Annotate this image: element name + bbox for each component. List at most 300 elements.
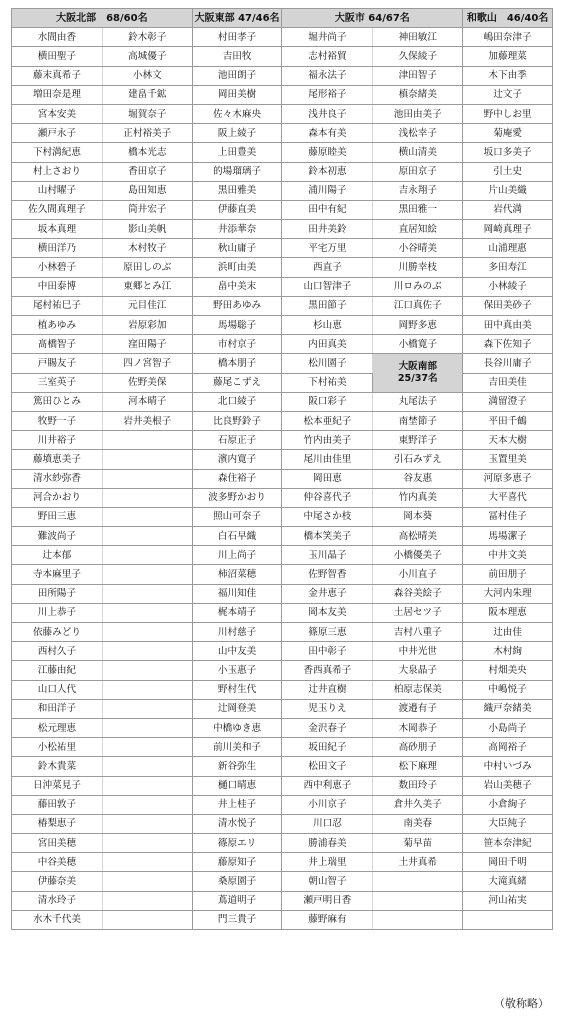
table-row	[12, 584, 553, 603]
name-cell-osaka-north-a: 山口人代	[12, 680, 103, 699]
table-row	[12, 239, 553, 258]
table-row	[12, 392, 553, 411]
name-cell-osaka-city-b: 直居知絵	[373, 220, 463, 239]
table-row	[12, 814, 553, 833]
name-cell-osaka-east: 阪上綾子	[192, 124, 282, 143]
name-cell-osaka-north-b	[102, 795, 192, 814]
name-cell-osaka-north-b: 窪田陽子	[102, 335, 192, 354]
name-cell-osaka-city-a: 田中彰子	[282, 642, 373, 661]
name-cell-osaka-city-a: 松田文子	[282, 757, 373, 776]
table-row	[12, 910, 553, 929]
name-cell-osaka-north-b	[102, 814, 192, 833]
name-cell-osaka-city-a: 橋本笑美子	[282, 527, 373, 546]
table-row	[12, 354, 553, 373]
name-cell-osaka-north-b	[102, 661, 192, 680]
name-cell-wakayama: 小林綾子	[463, 277, 553, 296]
name-cell-osaka-city-b: 横山清美	[373, 143, 463, 162]
name-cell-osaka-city-b: 高砂朋子	[373, 738, 463, 757]
name-cell-osaka-city-a: 勝浦春美	[282, 834, 373, 853]
name-cell-osaka-city-b: 中井光世	[373, 642, 463, 661]
name-cell-osaka-city-b: 谷友惠	[373, 469, 463, 488]
name-cell-osaka-city-a: 坂田紀子	[282, 738, 373, 757]
name-cell-osaka-city-a: 西中利恵子	[282, 776, 373, 795]
name-cell-osaka-east: 中橋ゆき恵	[192, 718, 282, 737]
table-row	[12, 162, 553, 181]
name-cell-osaka-north-a: 寺本麻里子	[12, 565, 103, 584]
name-cell-osaka-east: 橋本朋子	[192, 354, 282, 373]
name-cell-osaka-north-a: 松元理恵	[12, 718, 103, 737]
table-row	[12, 431, 553, 450]
subheader-osaka-south	[373, 354, 463, 392]
name-cell-wakayama: 加藤理菜	[463, 47, 553, 66]
name-cell-wakayama: 河山祐実	[463, 891, 553, 910]
name-cell-wakayama: 天本大樹	[463, 431, 553, 450]
name-cell-osaka-city-b: 吉永翔子	[373, 181, 463, 200]
name-cell-osaka-north-a: 辻本郁	[12, 546, 103, 565]
name-cell-osaka-city-a: 岡本友美	[282, 603, 373, 622]
table-row	[12, 488, 553, 507]
name-cell-osaka-north-b: 高城優子	[102, 47, 192, 66]
name-cell-wakayama: 坂口多美子	[463, 143, 553, 162]
name-cell-osaka-north-a: 藤田敦子	[12, 795, 103, 814]
name-cell-osaka-east: 濱内寛子	[192, 450, 282, 469]
name-cell-osaka-north-a: 横田聖子	[12, 47, 103, 66]
name-cell-osaka-east: 秋山庸子	[192, 239, 282, 258]
region-header-row	[12, 9, 553, 28]
name-cell-osaka-city-a: 浦川陽子	[282, 181, 373, 200]
name-cell-osaka-east: 新谷弥生	[192, 757, 282, 776]
name-cell-osaka-city-a: 森本有美	[282, 124, 373, 143]
name-cell-wakayama: 小倉絢子	[463, 795, 553, 814]
table-row	[12, 143, 553, 162]
name-cell-osaka-city-a: 黒田節子	[282, 296, 373, 315]
name-cell-osaka-city-b: 引石みずえ	[373, 450, 463, 469]
name-cell-osaka-city-a: 尾形裕子	[282, 85, 373, 104]
name-cell-osaka-east: 藤原知子	[192, 853, 282, 872]
table-row	[12, 642, 553, 661]
name-cell-osaka-east: 井添華奈	[192, 220, 282, 239]
name-cell-osaka-city-a: 浅井良子	[282, 104, 373, 123]
table-row	[12, 738, 553, 757]
name-cell-osaka-north-a: 難波尚子	[12, 527, 103, 546]
name-cell-osaka-city-b: 小川直子	[373, 565, 463, 584]
name-cell-osaka-north-b: 元目佳江	[102, 296, 192, 315]
name-cell-osaka-city-b: 柏原志保美	[373, 680, 463, 699]
name-cell-osaka-east: 川上尚子	[192, 546, 282, 565]
name-cell-osaka-city-b: 高松晴美	[373, 527, 463, 546]
name-cell-osaka-north-b: 小林文	[102, 66, 192, 85]
name-cell-wakayama: 辻文子	[463, 85, 553, 104]
name-cell-wakayama: 大平喜代	[463, 488, 553, 507]
name-cell-osaka-north-b	[102, 834, 192, 853]
name-cell-osaka-east: 蔦道明子	[192, 891, 282, 910]
name-cell-osaka-city-a: 香西真希子	[282, 661, 373, 680]
name-cell-osaka-city-a: 竹内由美子	[282, 431, 373, 450]
table-row	[12, 181, 553, 200]
name-cell-osaka-east: 梶本靖子	[192, 603, 282, 622]
table-row	[12, 795, 553, 814]
name-cell-osaka-north-b: 正村裕美子	[102, 124, 192, 143]
name-cell-osaka-north-b	[102, 565, 192, 584]
table-row	[12, 699, 553, 718]
name-cell-osaka-east: 川村慈子	[192, 623, 282, 642]
table-row	[12, 28, 553, 47]
name-cell-osaka-north-b: 四ノ宮智子	[102, 354, 192, 373]
name-cell-osaka-north-a: 宮本安美	[12, 104, 103, 123]
name-cell-osaka-north-a: 藤墳恵美子	[12, 450, 103, 469]
name-cell-osaka-north-b	[102, 776, 192, 795]
table-row	[12, 891, 553, 910]
honorific-note: （敬称略）	[494, 997, 549, 1010]
name-cell-osaka-north-a: 牧野一子	[12, 411, 103, 430]
name-cell-osaka-north-b	[102, 699, 192, 718]
name-cell-wakayama: 片山美織	[463, 181, 553, 200]
name-cell-osaka-north-b	[102, 507, 192, 526]
name-cell-osaka-east: 佐々木麻央	[192, 104, 282, 123]
name-cell-osaka-city-b: 南埜節子	[373, 411, 463, 430]
name-cell-osaka-north-b	[102, 891, 192, 910]
name-cell-osaka-north-a: 瀬戸永子	[12, 124, 103, 143]
name-cell-wakayama: 笹本奈津紀	[463, 834, 553, 853]
name-cell-osaka-city-a: 仲谷喜代子	[282, 488, 373, 507]
name-cell-osaka-north-a: 藤末真希子	[12, 66, 103, 85]
name-cell-osaka-east: 黒田雅美	[192, 181, 282, 200]
name-cell-osaka-north-a: 佐久間真理子	[12, 200, 103, 219]
name-cell-osaka-city-a: 杉山恵	[282, 316, 373, 335]
name-cell-wakayama: 吉田美佳	[463, 373, 553, 392]
name-cell-wakayama: 冨村佳子	[463, 507, 553, 526]
table-row	[12, 718, 553, 737]
name-cell-osaka-east: 浜町由美	[192, 258, 282, 277]
name-cell-osaka-city-b: 大泉晶子	[373, 661, 463, 680]
name-cell-osaka-north-b	[102, 450, 192, 469]
table-row	[12, 335, 553, 354]
name-cell-osaka-north-a: 河合かおり	[12, 488, 103, 507]
name-cell-osaka-city-b: 南美春	[373, 814, 463, 833]
name-cell-osaka-city-b: 木岡恭子	[373, 718, 463, 737]
name-cell-wakayama: 木下由季	[463, 66, 553, 85]
name-cell-osaka-north-b	[102, 603, 192, 622]
name-cell-osaka-city-a: 辻井直樹	[282, 680, 373, 699]
name-cell-osaka-east: 藤尾こずえ	[192, 373, 282, 392]
name-cell-wakayama: 辻由佳	[463, 623, 553, 642]
table-row	[12, 411, 553, 430]
name-cell-osaka-north-b	[102, 718, 192, 737]
roster-body	[12, 28, 553, 930]
table-row	[12, 565, 553, 584]
name-cell-osaka-north-a: 篤田ひとみ	[12, 392, 103, 411]
name-cell-osaka-east: 樋口晴恵	[192, 776, 282, 795]
table-row	[12, 450, 553, 469]
name-cell-osaka-city-b: 小谷晴美	[373, 239, 463, 258]
name-cell-osaka-city-a: 田中有紀	[282, 200, 373, 219]
table-row	[12, 623, 553, 642]
name-cell-osaka-east: 白石早織	[192, 527, 282, 546]
name-cell-osaka-city-b: 岡本葵	[373, 507, 463, 526]
name-cell-wakayama: 田中真由美	[463, 316, 553, 335]
name-cell-osaka-city-a: 西直子	[282, 258, 373, 277]
name-cell-osaka-east: 村田孝子	[192, 28, 282, 47]
name-cell-osaka-city-a: 阪口彩子	[282, 392, 373, 411]
name-cell-wakayama: 大臣純子	[463, 814, 553, 833]
name-cell-wakayama: 前田朋子	[463, 565, 553, 584]
header-osaka-city: 大阪市 64/67名	[282, 9, 463, 28]
roster-sheet	[11, 8, 553, 930]
name-cell-osaka-city-a: 佐野智香	[282, 565, 373, 584]
name-cell-osaka-east: 吉田牧	[192, 47, 282, 66]
name-cell-osaka-north-a: 西村久子	[12, 642, 103, 661]
table-row	[12, 47, 553, 66]
name-cell-osaka-north-b: 筒井宏子	[102, 200, 192, 219]
name-cell-osaka-north-b	[102, 872, 192, 891]
name-cell-osaka-city-b: 浅松幸子	[373, 124, 463, 143]
name-cell-wakayama: 岡田千明	[463, 853, 553, 872]
name-cell-osaka-north-b: 東郷とみ江	[102, 277, 192, 296]
name-cell-osaka-city-b: 菊早苗	[373, 834, 463, 853]
name-cell-osaka-east: 上田豊美	[192, 143, 282, 162]
name-cell-osaka-city-a: 朝山智子	[282, 872, 373, 891]
name-cell-osaka-north-a: 水間由香	[12, 28, 103, 47]
table-row	[12, 834, 553, 853]
name-cell-osaka-north-b	[102, 738, 192, 757]
header-osaka-east: 大阪東部 47/46名	[192, 9, 282, 28]
name-cell-osaka-east: 清水悦子	[192, 814, 282, 833]
name-cell-wakayama: 阪本理恵	[463, 603, 553, 622]
name-cell-osaka-north-b	[102, 623, 192, 642]
name-cell-wakayama: 大河内朱理	[463, 584, 553, 603]
name-cell-osaka-east: 市村京子	[192, 335, 282, 354]
name-cell-osaka-east: 前川美和子	[192, 738, 282, 757]
table-row	[12, 220, 553, 239]
name-cell-osaka-north-a: 小松祐里	[12, 738, 103, 757]
name-cell-osaka-north-b	[102, 527, 192, 546]
name-cell-wakayama: 多田寿江	[463, 258, 553, 277]
table-row	[12, 277, 553, 296]
name-cell-osaka-north-b	[102, 853, 192, 872]
subheader-region: 大阪南部	[398, 361, 437, 373]
name-cell-osaka-north-b: 建畠千鉱	[102, 85, 192, 104]
roster-table	[11, 8, 553, 930]
table-row	[12, 66, 553, 85]
name-cell-osaka-city-b: 川勝幸枝	[373, 258, 463, 277]
name-cell-osaka-north-a: 尾村祐巳子	[12, 296, 103, 315]
name-cell-osaka-city-a: 内田真美	[282, 335, 373, 354]
name-cell-osaka-north-a: 小林碧子	[12, 258, 103, 277]
name-cell-osaka-north-b	[102, 680, 192, 699]
name-cell-wakayama: 森下佐知子	[463, 335, 553, 354]
table-row	[12, 872, 553, 891]
name-cell-osaka-north-a: 鈴木貴菜	[12, 757, 103, 776]
subheader-count: 25/37名	[397, 373, 438, 385]
name-cell-osaka-north-b: 橋本光志	[102, 143, 192, 162]
name-cell-osaka-north-b: 香田京子	[102, 162, 192, 181]
table-row	[12, 124, 553, 143]
name-cell-osaka-north-a: 田所陽子	[12, 584, 103, 603]
name-cell-osaka-north-b: 鈴木彰子	[102, 28, 192, 47]
name-cell-osaka-north-a: 坂本真理	[12, 220, 103, 239]
header-osaka-north: 大阪北部 68/60名	[12, 9, 193, 28]
name-cell-osaka-east: 的場瑠璃子	[192, 162, 282, 181]
table-row	[12, 853, 553, 872]
name-cell-wakayama: 岩山美穂子	[463, 776, 553, 795]
name-cell-osaka-north-b	[102, 910, 192, 929]
name-cell-osaka-north-b	[102, 546, 192, 565]
name-cell-osaka-north-a: 水木千代美	[12, 910, 103, 929]
name-cell-osaka-east: 波多野かおり	[192, 488, 282, 507]
name-cell-osaka-city-a: 瀬戸明日香	[282, 891, 373, 910]
name-cell-wakayama: 平田千鶴	[463, 411, 553, 430]
table-row	[12, 258, 553, 277]
header-wakayama: 和歌山 46/40名	[463, 9, 553, 28]
name-cell-osaka-north-b: 島田知恵	[102, 181, 192, 200]
name-cell-osaka-north-b	[102, 642, 192, 661]
name-cell-osaka-east: 門三貴子	[192, 910, 282, 929]
name-cell-osaka-city-b	[373, 872, 463, 891]
name-cell-osaka-east: 野村生代	[192, 680, 282, 699]
name-cell-osaka-city-b: 原田京子	[373, 162, 463, 181]
name-cell-osaka-north-a: 村上さおり	[12, 162, 103, 181]
name-cell-osaka-city-b: 吉村八重子	[373, 623, 463, 642]
name-cell-osaka-north-b	[102, 757, 192, 776]
name-cell-osaka-north-a: 清水紗弥香	[12, 469, 103, 488]
name-cell-osaka-east: 野田あゆみ	[192, 296, 282, 315]
table-row	[12, 296, 553, 315]
table-row	[12, 527, 553, 546]
name-cell-osaka-city-a: 山口智津子	[282, 277, 373, 296]
name-cell-osaka-city-b: 江口真佐子	[373, 296, 463, 315]
name-cell-osaka-east: 小玉惠子	[192, 661, 282, 680]
name-cell-wakayama: 木村絢	[463, 642, 553, 661]
name-cell-wakayama: 岩代満	[463, 200, 553, 219]
name-cell-osaka-city-a: 岡田恵	[282, 469, 373, 488]
name-cell-osaka-city-a: 藤野麻有	[282, 910, 373, 929]
name-cell-osaka-city-a: 金沢春子	[282, 718, 373, 737]
name-cell-osaka-north-a: 依藤みどり	[12, 623, 103, 642]
name-cell-osaka-city-a: 堀井尚子	[282, 28, 373, 47]
name-cell-osaka-city-b: 渡邉有子	[373, 699, 463, 718]
name-cell-osaka-north-b: 岩井美根子	[102, 411, 192, 430]
name-cell-osaka-north-b	[102, 488, 192, 507]
name-cell-osaka-north-a: 戸賜友子	[12, 354, 103, 373]
name-cell-osaka-city-b: 川ロみのぶ	[373, 277, 463, 296]
name-cell-wakayama: 河原多恵子	[463, 469, 553, 488]
name-cell-wakayama	[463, 910, 553, 929]
name-cell-osaka-east: 山中友美	[192, 642, 282, 661]
name-cell-osaka-east: 森住裕子	[192, 469, 282, 488]
name-cell-osaka-north-b: 木村牧子	[102, 239, 192, 258]
name-cell-osaka-east: 柿沼菜穂	[192, 565, 282, 584]
name-cell-osaka-north-a: 日沖菜見子	[12, 776, 103, 795]
name-cell-osaka-city-b: 小橋寛子	[373, 335, 463, 354]
name-cell-wakayama: 中村いづみ	[463, 757, 553, 776]
name-cell-osaka-east: 石原正子	[192, 431, 282, 450]
name-cell-osaka-city-a: 下村祐美	[282, 373, 373, 392]
name-cell-osaka-east: 伊藤直美	[192, 200, 282, 219]
name-cell-osaka-east: 照山可奈子	[192, 507, 282, 526]
name-cell-osaka-city-a: 玉川晶子	[282, 546, 373, 565]
name-cell-osaka-north-a: 川上恭子	[12, 603, 103, 622]
table-row	[12, 603, 553, 622]
name-cell-wakayama: 野中しお里	[463, 104, 553, 123]
name-cell-osaka-east: 篠原エリ	[192, 834, 282, 853]
name-cell-osaka-east: 岡田美樹	[192, 85, 282, 104]
name-cell-osaka-north-a: 髙橋智子	[12, 335, 103, 354]
name-cell-osaka-east: 馬場聡子	[192, 316, 282, 335]
name-cell-osaka-north-a: 伊藤奈美	[12, 872, 103, 891]
name-cell-wakayama: 玉置里美	[463, 450, 553, 469]
name-cell-osaka-north-b	[102, 584, 192, 603]
name-cell-osaka-east: 桑原園子	[192, 872, 282, 891]
name-cell-osaka-city-b: 竹内真美	[373, 488, 463, 507]
name-cell-wakayama: 引土史	[463, 162, 553, 181]
name-cell-osaka-city-b: 倉井久美子	[373, 795, 463, 814]
name-cell-osaka-city-b: 東野洋子	[373, 431, 463, 450]
table-row	[12, 680, 553, 699]
table-row	[12, 507, 553, 526]
name-cell-osaka-north-a: 下村満紀恵	[12, 143, 103, 162]
name-cell-osaka-north-a: 椿梨恵子	[12, 814, 103, 833]
name-cell-osaka-north-a: 川井裕子	[12, 431, 103, 450]
name-cell-osaka-north-a: 横田洋乃	[12, 239, 103, 258]
name-cell-wakayama: 馬場潔子	[463, 527, 553, 546]
name-cell-wakayama: 嶋田奈津子	[463, 28, 553, 47]
name-cell-osaka-city-a: 井上瑞里	[282, 853, 373, 872]
name-cell-osaka-city-a: 福永法子	[282, 66, 373, 85]
name-cell-osaka-north-a: 三室英子	[12, 373, 103, 392]
name-cell-wakayama: 中嶋悦子	[463, 680, 553, 699]
table-row	[12, 757, 553, 776]
table-row	[12, 469, 553, 488]
name-cell-osaka-city-b: 岡野多恵	[373, 316, 463, 335]
name-cell-wakayama: 山浦理惠	[463, 239, 553, 258]
name-cell-osaka-city-b	[373, 891, 463, 910]
name-cell-wakayama: 満留澄子	[463, 392, 553, 411]
name-cell-osaka-city-a: 田井美鈴	[282, 220, 373, 239]
name-cell-wakayama: 中井文美	[463, 546, 553, 565]
name-cell-osaka-city-b: 槙奈緒美	[373, 85, 463, 104]
name-cell-osaka-north-a: 山村曜子	[12, 181, 103, 200]
name-cell-osaka-city-a: 中尾さか枝	[282, 507, 373, 526]
name-cell-osaka-city-b: 久保綾子	[373, 47, 463, 66]
name-cell-osaka-east: 池田朗子	[192, 66, 282, 85]
name-cell-osaka-city-a: 鈴本初恵	[282, 162, 373, 181]
table-row	[12, 104, 553, 123]
name-cell-wakayama: 村畑美央	[463, 661, 553, 680]
name-cell-osaka-north-a: 清水玲子	[12, 891, 103, 910]
name-cell-osaka-north-a: 植あゆみ	[12, 316, 103, 335]
name-cell-osaka-north-a: 中田泰博	[12, 277, 103, 296]
table-row	[12, 661, 553, 680]
name-cell-osaka-city-b: 池田由美子	[373, 104, 463, 123]
name-cell-wakayama: 織戸奈緒美	[463, 699, 553, 718]
name-cell-osaka-north-a: 増田奈是理	[12, 85, 103, 104]
table-row	[12, 316, 553, 335]
name-cell-osaka-north-a: 野田三恵	[12, 507, 103, 526]
name-cell-osaka-north-a: 和田洋子	[12, 699, 103, 718]
name-cell-osaka-city-b: 土井真希	[373, 853, 463, 872]
name-cell-wakayama: 長谷川庸子	[463, 354, 553, 373]
name-cell-osaka-east: 北口綾子	[192, 392, 282, 411]
name-cell-osaka-city-b: 松下麻理	[373, 757, 463, 776]
name-cell-osaka-city-a: 小川京子	[282, 795, 373, 814]
name-cell-osaka-north-a: 宮田美穂	[12, 834, 103, 853]
name-cell-osaka-north-b: 河本晴子	[102, 392, 192, 411]
name-cell-osaka-north-a: 中谷美穂	[12, 853, 103, 872]
name-cell-osaka-city-a: 藤原睦美	[282, 143, 373, 162]
table-row	[12, 776, 553, 795]
name-cell-osaka-east: 井上桂子	[192, 795, 282, 814]
table-row	[12, 373, 553, 392]
